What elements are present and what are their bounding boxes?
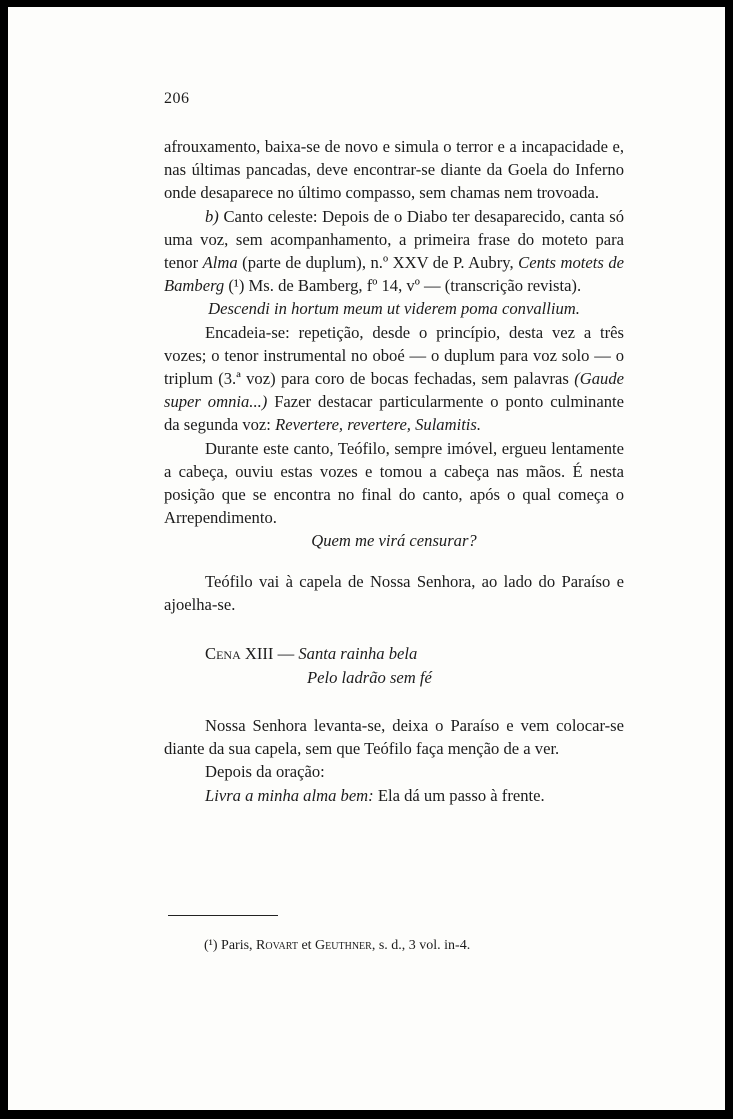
livra-text: Livra a minha alma bem: bbox=[205, 785, 374, 805]
p2-text-c: Ms. de Bamberg, fº 14, vº — (transcrição revista). bbox=[244, 276, 582, 296]
page-number: 206 bbox=[164, 90, 190, 107]
scene-title-line-2: Pelo ladrão sem fé bbox=[307, 668, 432, 688]
scene-heading-line-1 bbox=[205, 642, 417, 665]
footnote-text-a: Paris, bbox=[217, 938, 257, 953]
paragraph-1: afrouxamento, baixa-se de novo e simula o terror e a incapacidade e, nas últimas pancadas, deve encontrar-se diante da Goela do Inferno onde desaparece no último compasso, sem chamas nem trovoada. bbox=[164, 137, 624, 203]
section-label-b: b) bbox=[205, 206, 219, 226]
paragraph-6: Teófilo vai à capela de Nossa Senhora, ao lado do Paraíso e ajoelha-se. bbox=[164, 571, 624, 614]
footnote-text-c: , s. d., 3 vol. in-4. bbox=[371, 938, 471, 953]
page-body bbox=[164, 135, 624, 807]
paragraph-5: Durante este canto, Teófilo, sempre imóvel, ergueu lentamente a cabeça, ouviu estas vozes e tomou a cabeça nas mãos. É nesta posição que se encontra no final do canto, após o qual começa o Arrependimento. bbox=[164, 438, 624, 528]
footnote-text-b: et bbox=[297, 938, 316, 953]
alma-title: Alma bbox=[202, 253, 238, 273]
publisher-rovart: Rovart bbox=[256, 938, 298, 953]
publisher-geuthner: Geuthner bbox=[315, 938, 372, 953]
paragraph-9 bbox=[164, 784, 624, 807]
paragraph-7: Nossa Senhora levanta-se, deixa o Paraíso e vem colocar-se diante da sua capela, sem que Teófilo faça menção de a ver. bbox=[164, 716, 624, 759]
footnote bbox=[204, 938, 470, 954]
scene-title-line-1: Santa rainha bela bbox=[298, 644, 418, 664]
p2-text-a: Canto celeste: Depois de o Diabo ter desaparecido, canta só uma voz, sem acompanhamento, a primeira frase do moteto para tenor bbox=[164, 206, 624, 273]
revertere-text: Revertere, revertere, Sulamitis. bbox=[275, 415, 482, 435]
gaude-title: (Gaude super omnia...) bbox=[164, 369, 624, 412]
centered-quote: Quem me virá censurar? bbox=[311, 531, 477, 551]
p2-text-b: (parte de duplum), n.º XXV de P. Aubry, bbox=[237, 253, 519, 273]
footnote-mark: (¹) bbox=[204, 938, 218, 953]
cents-motets-title: Cents motets de Bamberg bbox=[164, 253, 624, 296]
scene-heading bbox=[164, 642, 624, 692]
footnote-ref: (¹) bbox=[228, 276, 245, 296]
latin-verse: Descendi in hortum meum ut viderem poma convallium. bbox=[208, 299, 580, 319]
paragraph-2 bbox=[164, 205, 624, 298]
p4-text-b: Fazer destacar particularmente o ponto culminante da segunda voz: bbox=[164, 392, 624, 435]
p9-text-b: Ela dá um passo à frente. bbox=[373, 785, 545, 805]
paragraph-8: Depois da oração: bbox=[205, 762, 325, 782]
paragraph-4 bbox=[164, 321, 624, 437]
scene-dash: — bbox=[273, 644, 299, 664]
book-page bbox=[8, 7, 725, 1110]
footnote-divider bbox=[168, 915, 278, 916]
scene-label: Cena XIII bbox=[205, 644, 274, 664]
p4-text-a: Encadeia-se: repetição, desde o princípio, desta vez a três vozes; o tenor instrumental no oboé — o duplum para voz solo — o triplum (3.ª voz) para coro de bocas fechadas, sem palavras bbox=[164, 322, 624, 389]
